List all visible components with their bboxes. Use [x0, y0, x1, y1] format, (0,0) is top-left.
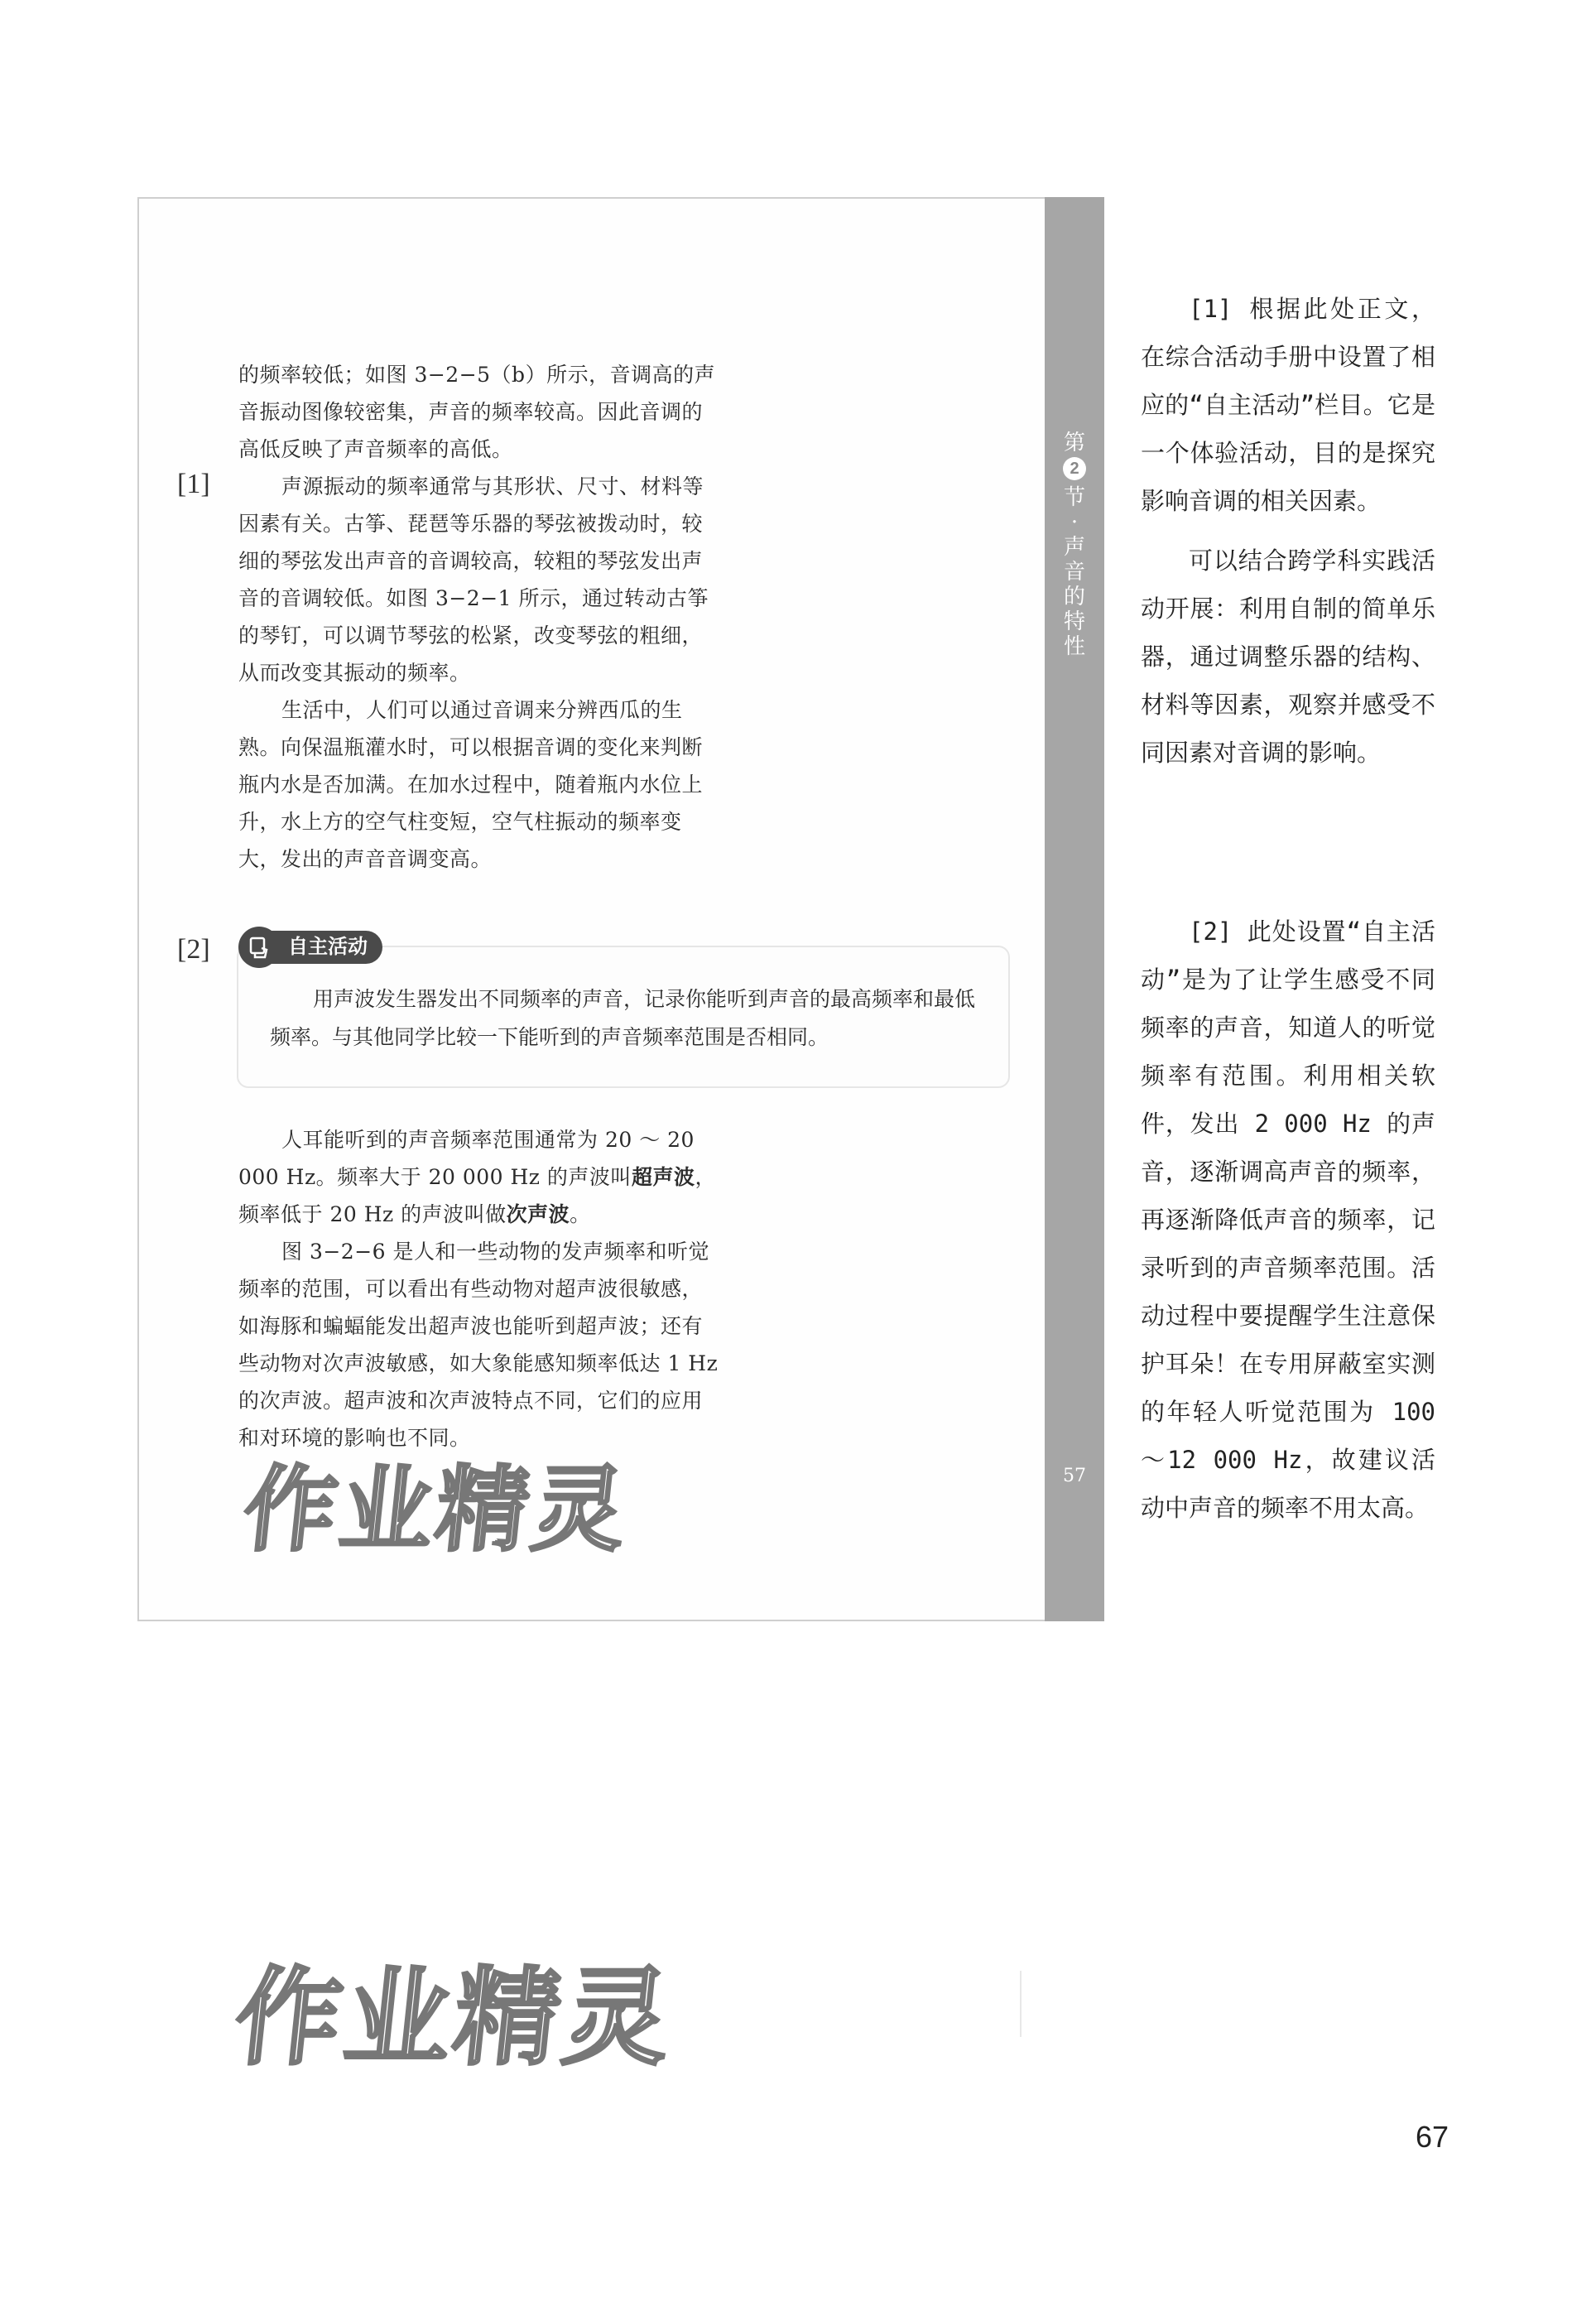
side-title-char: 性 [1063, 634, 1085, 659]
activity-hand-icon [238, 927, 280, 968]
paragraph-frequency-factors: 声源振动的频率通常与其形状、尺寸、材料等因素有关。古筝、琵琶等乐器的琴弦被拨动时，较细的琴弦发出声音的音调较高，较粗的琴弦发出声音的音调较低。如图 3−2−1 所示，通过转动古筝的琴钉，可以调节琴弦的松紧，改变琴弦的粗细，从而改变其振动的频率。 [238, 474, 709, 685]
activity-label: 自主活动 [268, 931, 382, 964]
hearing-range-text-a: 人耳能听到的声音频率范围通常为 20 ～ 20 000 Hz。频率大于 20 000 Hz 的声波叫 [238, 1128, 695, 1189]
side-title-char: 第 [1063, 431, 1085, 455]
note-2-paragraph: [2] 此处设置“自主活动”是为了让学生感受不同频率的声音，知道人的听觉频率有范围。利用相关软件，发出 2 000 Hz 的声音，逐渐调高声音的频率，再逐渐降低声音的频率，记录听到的声音频率范围。活动过程中要提醒学生注意保护耳朵！在专用屏蔽室实测的年轻人听觉范围为 100～12 000 Hz，故建议活动中声音的频率不用太高。 [1141, 917, 1435, 1522]
main-text-lower [238, 1121, 719, 1457]
side-title-char: 音 [1063, 560, 1085, 585]
paragraph-hearing-range [238, 1121, 719, 1233]
side-title-char: 节 [1063, 485, 1085, 510]
teacher-notes-1 [1141, 285, 1435, 777]
teacher-notes-2 [1141, 908, 1435, 1532]
side-title-char: · [1070, 510, 1079, 535]
note-1-paragraph-b: 可以结合跨学科实践活动开展：利用自制的简单乐器，通过调整乐器的结构、材料等因素，观察并感受不同因素对音调的影响。 [1141, 547, 1435, 767]
side-title-char: 声 [1063, 535, 1085, 560]
hearing-range-text-c: 。 [570, 1202, 591, 1226]
note-1-paragraph-a: [1] 根据此处正文，在综合活动手册中设置了相应的“自主活动”栏目。它是一个体验活动，目的是探究影响音调的相关因素。 [1141, 295, 1435, 515]
hearing-range-text-b: ，频率低于 20 Hz 的声波叫做 [238, 1165, 716, 1226]
annotation-marker-2: [2] [177, 934, 210, 965]
activity-text [270, 980, 982, 1057]
scan-artifact [1020, 1971, 1022, 2037]
side-title-char: 特 [1063, 609, 1085, 634]
side-title-section-number: 2 [1063, 457, 1086, 480]
watermark-upper: 作业精灵 [238, 1457, 634, 1564]
activity-badge [238, 929, 382, 965]
side-title-char: 的 [1063, 585, 1085, 609]
term-ultrasound: 超声波 [631, 1165, 695, 1189]
inner-page-number: 57 [1063, 1466, 1086, 1486]
paragraph-everyday-pitch: 生活中，人们可以通过音调来分辨西瓜的生熟。向保温瓶灌水时，可以根据音调的变化来判断瓶内水是否加满。在加水过程中，随着瓶内水位上升，水上方的空气柱变短，空气柱振动的频率变大，发出的声音音调变高。 [238, 698, 704, 871]
page-number: 67 [1416, 2120, 1449, 2154]
chapter-side-strip [1045, 197, 1104, 1621]
term-infrasound: 次声波 [506, 1202, 570, 1226]
paragraph-animal-frequencies: 图 3−2−6 是人和一些动物的发声频率和听觉频率的范围，可以看出有些动物对超声波很敏感，如海豚和蝙蝠能发出超声波也能听到超声波；还有些动物对次声波敏感，如大象能感知频率低达 1 Hz 的次声波。超声波和次声波特点不同，它们的应用和对环境的影响也不同。 [238, 1240, 719, 1450]
main-text-upper [238, 356, 719, 878]
activity-instructions: 用声波发生器发出不同频率的声音，记录你能听到声音的最高频率和最低频率。与其他同学比较一下能听到的声音频率范围是否相同。 [270, 987, 976, 1049]
intro-paragraph: 的频率较低；如图 3−2−5（b）所示，音调高的声音振动图像较密集，声音的频率较高。因此音调的高低反映了声音频率的高低。 [238, 363, 716, 461]
chapter-vertical-title [1045, 431, 1104, 659]
annotation-marker-1: [1] [177, 469, 210, 499]
watermark-lower: 作业精灵 [228, 1957, 680, 2080]
